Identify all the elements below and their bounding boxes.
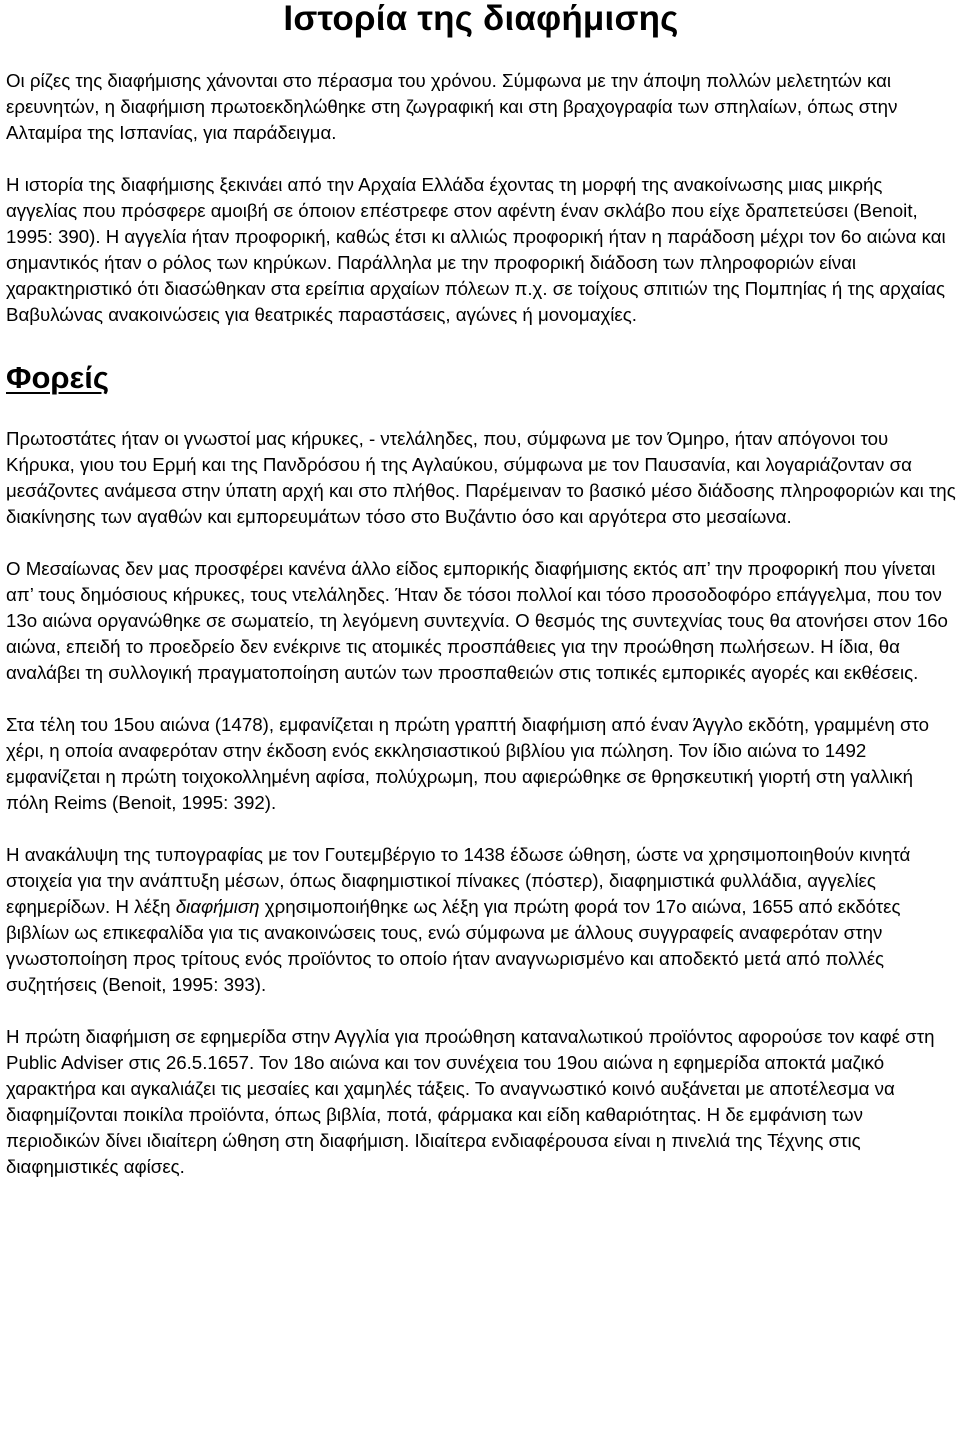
section-heading: Φορείς bbox=[6, 360, 110, 395]
section-paragraph-1: Πρωτοστάτες ήταν οι γνωστοί μας κήρυκες, - ντελάληδες, που, σύμφωνα με τον Όμηρο, ήταν απόγονοι του Κήρυκα, γιου του Ερμή και της Πανδρόσου ή της Αγλαύκου, σύμφωνα με τον Παυσανία, και λογαριάζονταν σα μεσάζοντες ανάμεσα στην ύπατη αρχή και στο πλήθος. Παρέμειναν το βασικό μέσο διάδοσης πληροφοριών και της διακίνησης των αγαθών και εμπορευμάτων τόσο στο Βυζάντιο όσο και αργότερα στο μεσαίωνα. bbox=[6, 428, 956, 527]
section-body bbox=[6, 426, 956, 1180]
paragraph-4-text-start: Η ανακάλυψη της τυπογραφίας με τον Γουτεμβέργιο το 1438 έδωσε ώθηση, ώστε να χρησιμοποιηθούν κινητά στοιχεία για την ανάπτυξη μέσων, όπως διαφημιστικοί πίνακες (πόστερ), διαφημιστικά φυλλάδια, αγγελίες εφημερίδων. Η λέξη bbox=[6, 844, 911, 917]
intro-paragraph-1: Οι ρίζες της διαφήμισης χάνονται στο πέρασμα του χρόνου. Σύμφωνα με την άποψη πολλών μελετητών και ερευνητών, η διαφήμιση πρωτοεκδηλώθηκε στη ζωγραφική και στη βραχογραφία των σπηλαίων, όπως στην Αλταμίρα της Ισπανίας, για παράδειγμα. bbox=[6, 70, 898, 143]
section-paragraph-5: Η πρώτη διαφήμιση σε εφημερίδα στην Αγγλία για προώθηση καταναλωτικού προϊόντος αφορούσε τον καφέ στη Public Adviser στις 26.5.1657. Τον 18ο αιώνα και τον συνέχεια του 19ου αιώνα η εφημερίδα αποκτά μαζικό χαρακτήρα και αγκαλιάζει τις μεσαίες και χαμηλές τάξεις. Το αναγνωστικό κοινό αυξάνεται με αποτέλεσμα να διαφημίζονται ποικίλα προϊόντα, όπως βιβλία, ποτά, φάρμακα και είδη καθαριότητας. Η δε εμφάνιση των περιοδικών δίνει ιδιαίτερη ώθηση στη διαφήμιση. Ιδιαίτερα ενδιαφέρουσα είναι η πινελιά της Τέχνης στις διαφημιστικές αφίσες. bbox=[6, 1026, 935, 1177]
intro-paragraph-2: Η ιστορία της διαφήμισης ξεκινάει από την Αρχαία Ελλάδα έχοντας τη μορφή της ανακοίνωσης μιας μικρής αγγελίας που πρόσφερε αμοιβή σε όποιον επέστρεφε στον αφέντη έναν σκλάβο που είχε δραπετεύσει (Benoit, 1995: 390). Η αγγελία ήταν προφορική, καθώς έτσι κι αλλιώς προφορική ήταν η παράδοση μέχρι τον 6ο αιώνα και σημαντικός ήταν ο ρόλος των κηρύκων. Παράλληλα με την προφορική διάδοση των πληροφοριών είναι χαρακτηριστικό ότι διασώθηκαν στα ερείπια αρχαίων πόλεων π.χ. σε τοίχους σπιτιών της Πομπηίας ή της αρχαίας Βαβυλώνας ανακοινώσεις για θεατρικές παραστάσεις, αγώνες ή μονομαχίες. bbox=[6, 174, 946, 325]
paragraph-4-text-end: χρησιμοποιήθηκε ως λέξη για πρώτη φορά τον 17ο αιώνα, 1655 από εκδότες βιβλίων ως επικεφαλίδα για τις ανακοινώσεις τους, ενώ σύμφωνα με άλλους συγγραφείς αναφερόταν στην γνωστοποίηση προς τρίτους ενός προϊόντος το οποίο ήταν αναγνωρισμένο και αποδεκτό μετά από πολλές συζητήσεις (Benoit, 1995: 393). bbox=[6, 896, 901, 995]
italic-term: διαφήμιση bbox=[175, 896, 260, 917]
document-title: Ιστορία της διαφήμισης bbox=[283, 0, 679, 38]
section-paragraph-2: Ο Μεσαίωνας δεν μας προσφέρει κανένα άλλο είδος εμπορικής διαφήμισης εκτός απ’ την προφορική που γίνεται απ’ τους δημόσιους κήρυκες, τους ντελάληδες. Ήταν δε τόσοι πολλοί και τόσο προσοδοφόρο επάγγελμα, που τον 13ο αιώνα οργανώθηκε σε σωματείο, τη λεγόμενη συντεχνία. Ο θεσμός της συντεχνίας τους θα ατονήσει στον 16ο αιώνα, επειδή το προεδρείο δεν ενέκρινε τις ατομικές προσπάθειες για την προώθηση πωλήσεων. Η ίδια, θα αναλάβει τη συλλογική πραγματοποίηση αυτών των προσπαθειών στις τοπικές εμπορικές αγορές και εκθέσεις. bbox=[6, 558, 948, 683]
intro-section bbox=[6, 68, 956, 328]
section-paragraph-4 bbox=[6, 842, 956, 998]
section-paragraph-3: Στα τέλη του 15ου αιώνα (1478), εμφανίζεται η πρώτη γραπτή διαφήμιση από έναν Άγγλο εκδότη, γραμμένη στο χέρι, η οποία αναφερόταν στην έκδοση ενός εκκλησιαστικού βιβλίου για πώληση. Τον ίδιο αιώνα το 1492 εμφανίζεται η πρώτη τοιχοκολλημένη αφίσα, πολύχρωμη, που αφιερώθηκε σε θρησκευτική γιορτή στη γαλλική πόλη Reims (Benoit, 1995: 392). bbox=[6, 714, 929, 813]
